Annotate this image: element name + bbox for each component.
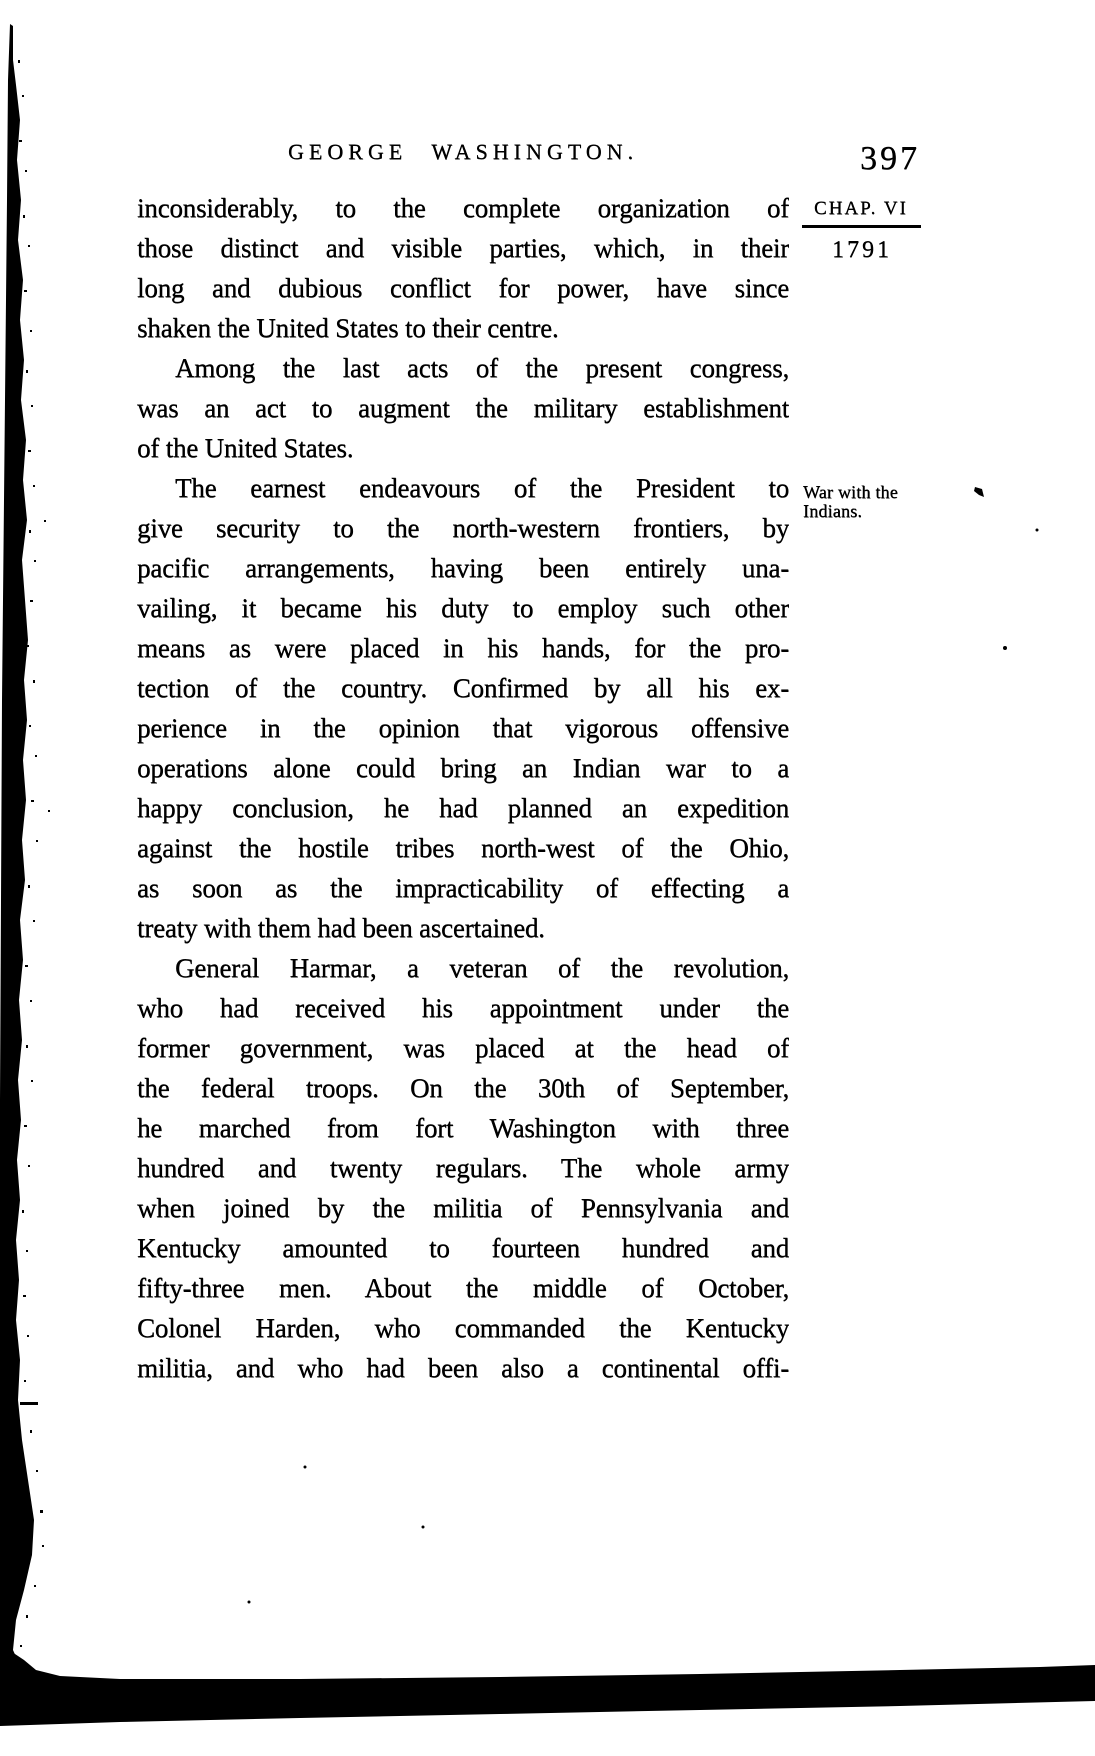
margin-note — [803, 483, 933, 521]
margin-note-line: War with the — [803, 482, 898, 502]
text-line: happy conclusion, he had planned an expedition — [137, 793, 789, 823]
text-line: give security to the north-western frontiers, by — [137, 513, 789, 543]
chapter-rule — [802, 225, 921, 228]
text-line: means as were placed in his hands, for the pro- — [137, 633, 789, 663]
text-line: Kentucky amounted to fourteen hundred and — [137, 1233, 789, 1263]
paragraph — [137, 348, 789, 468]
text-line: operations alone could bring an Indian war to a — [137, 753, 789, 783]
text-line: General Harmar, a veteran of the revolution, — [175, 953, 789, 983]
chapter-heading: CHAP. VI — [814, 198, 908, 219]
text-line: of the United States. — [137, 433, 354, 463]
paragraph — [137, 948, 789, 1388]
text-line: Colonel Harden, who commanded the Kentucky — [137, 1313, 789, 1343]
paragraph — [137, 468, 789, 948]
scan-gutter-artifact — [0, 24, 70, 1678]
text-line: when joined by the militia of Pennsylvania and — [137, 1193, 789, 1223]
text-line: hundred and twenty regulars. The whole army — [137, 1153, 789, 1183]
page-number: 397 — [860, 140, 920, 177]
text-line: perience in the opinion that vigorous offensive — [137, 713, 789, 743]
text-line: militia, and who had been also a continental offi- — [137, 1353, 789, 1383]
text-line: shaken the United States to their centre. — [137, 313, 559, 343]
scan-speckles — [18, 60, 50, 1647]
text-line: former government, was placed at the head of — [137, 1033, 789, 1063]
body-text — [137, 188, 789, 1388]
text-line: The earnest endeavours of the President to — [175, 473, 789, 503]
text-line: against the hostile tribes north-west of the Ohio, — [137, 833, 789, 863]
text-line: the federal troops. On the 30th of September, — [137, 1073, 789, 1103]
paragraph — [137, 188, 789, 348]
text-line: he marched from fort Washington with three — [137, 1113, 789, 1143]
text-line: treaty with them had been ascertained. — [137, 913, 545, 943]
text-line: inconsiderably, to the complete organization of — [137, 193, 789, 223]
text-line: pacific arrangements, having been entirely una- — [137, 553, 789, 583]
running-header: GEORGE WASHINGTON. — [287, 139, 639, 164]
text-line: who had received his appointment under the — [137, 993, 789, 1023]
text-line: was an act to augment the military establishment — [137, 393, 789, 423]
text-line: as soon as the impracticability of effecting a — [137, 873, 789, 903]
text-line: vailing, it became his duty to employ such other — [137, 593, 789, 623]
text-line: Among the last acts of the present congress, — [175, 353, 789, 383]
text-line: tection of the country. Confirmed by all his ex- — [137, 673, 789, 703]
text-line: those distinct and visible parties, which, in their — [137, 233, 789, 263]
margin-note-line: Indians. — [803, 501, 863, 521]
year-label: 1791 — [832, 237, 892, 263]
scan-bottom-edge-artifact — [0, 1648, 1095, 1726]
text-line: fifty-three men. About the middle of October, — [137, 1273, 789, 1303]
text-line: long and dubious conflict for power, have since — [137, 273, 789, 303]
